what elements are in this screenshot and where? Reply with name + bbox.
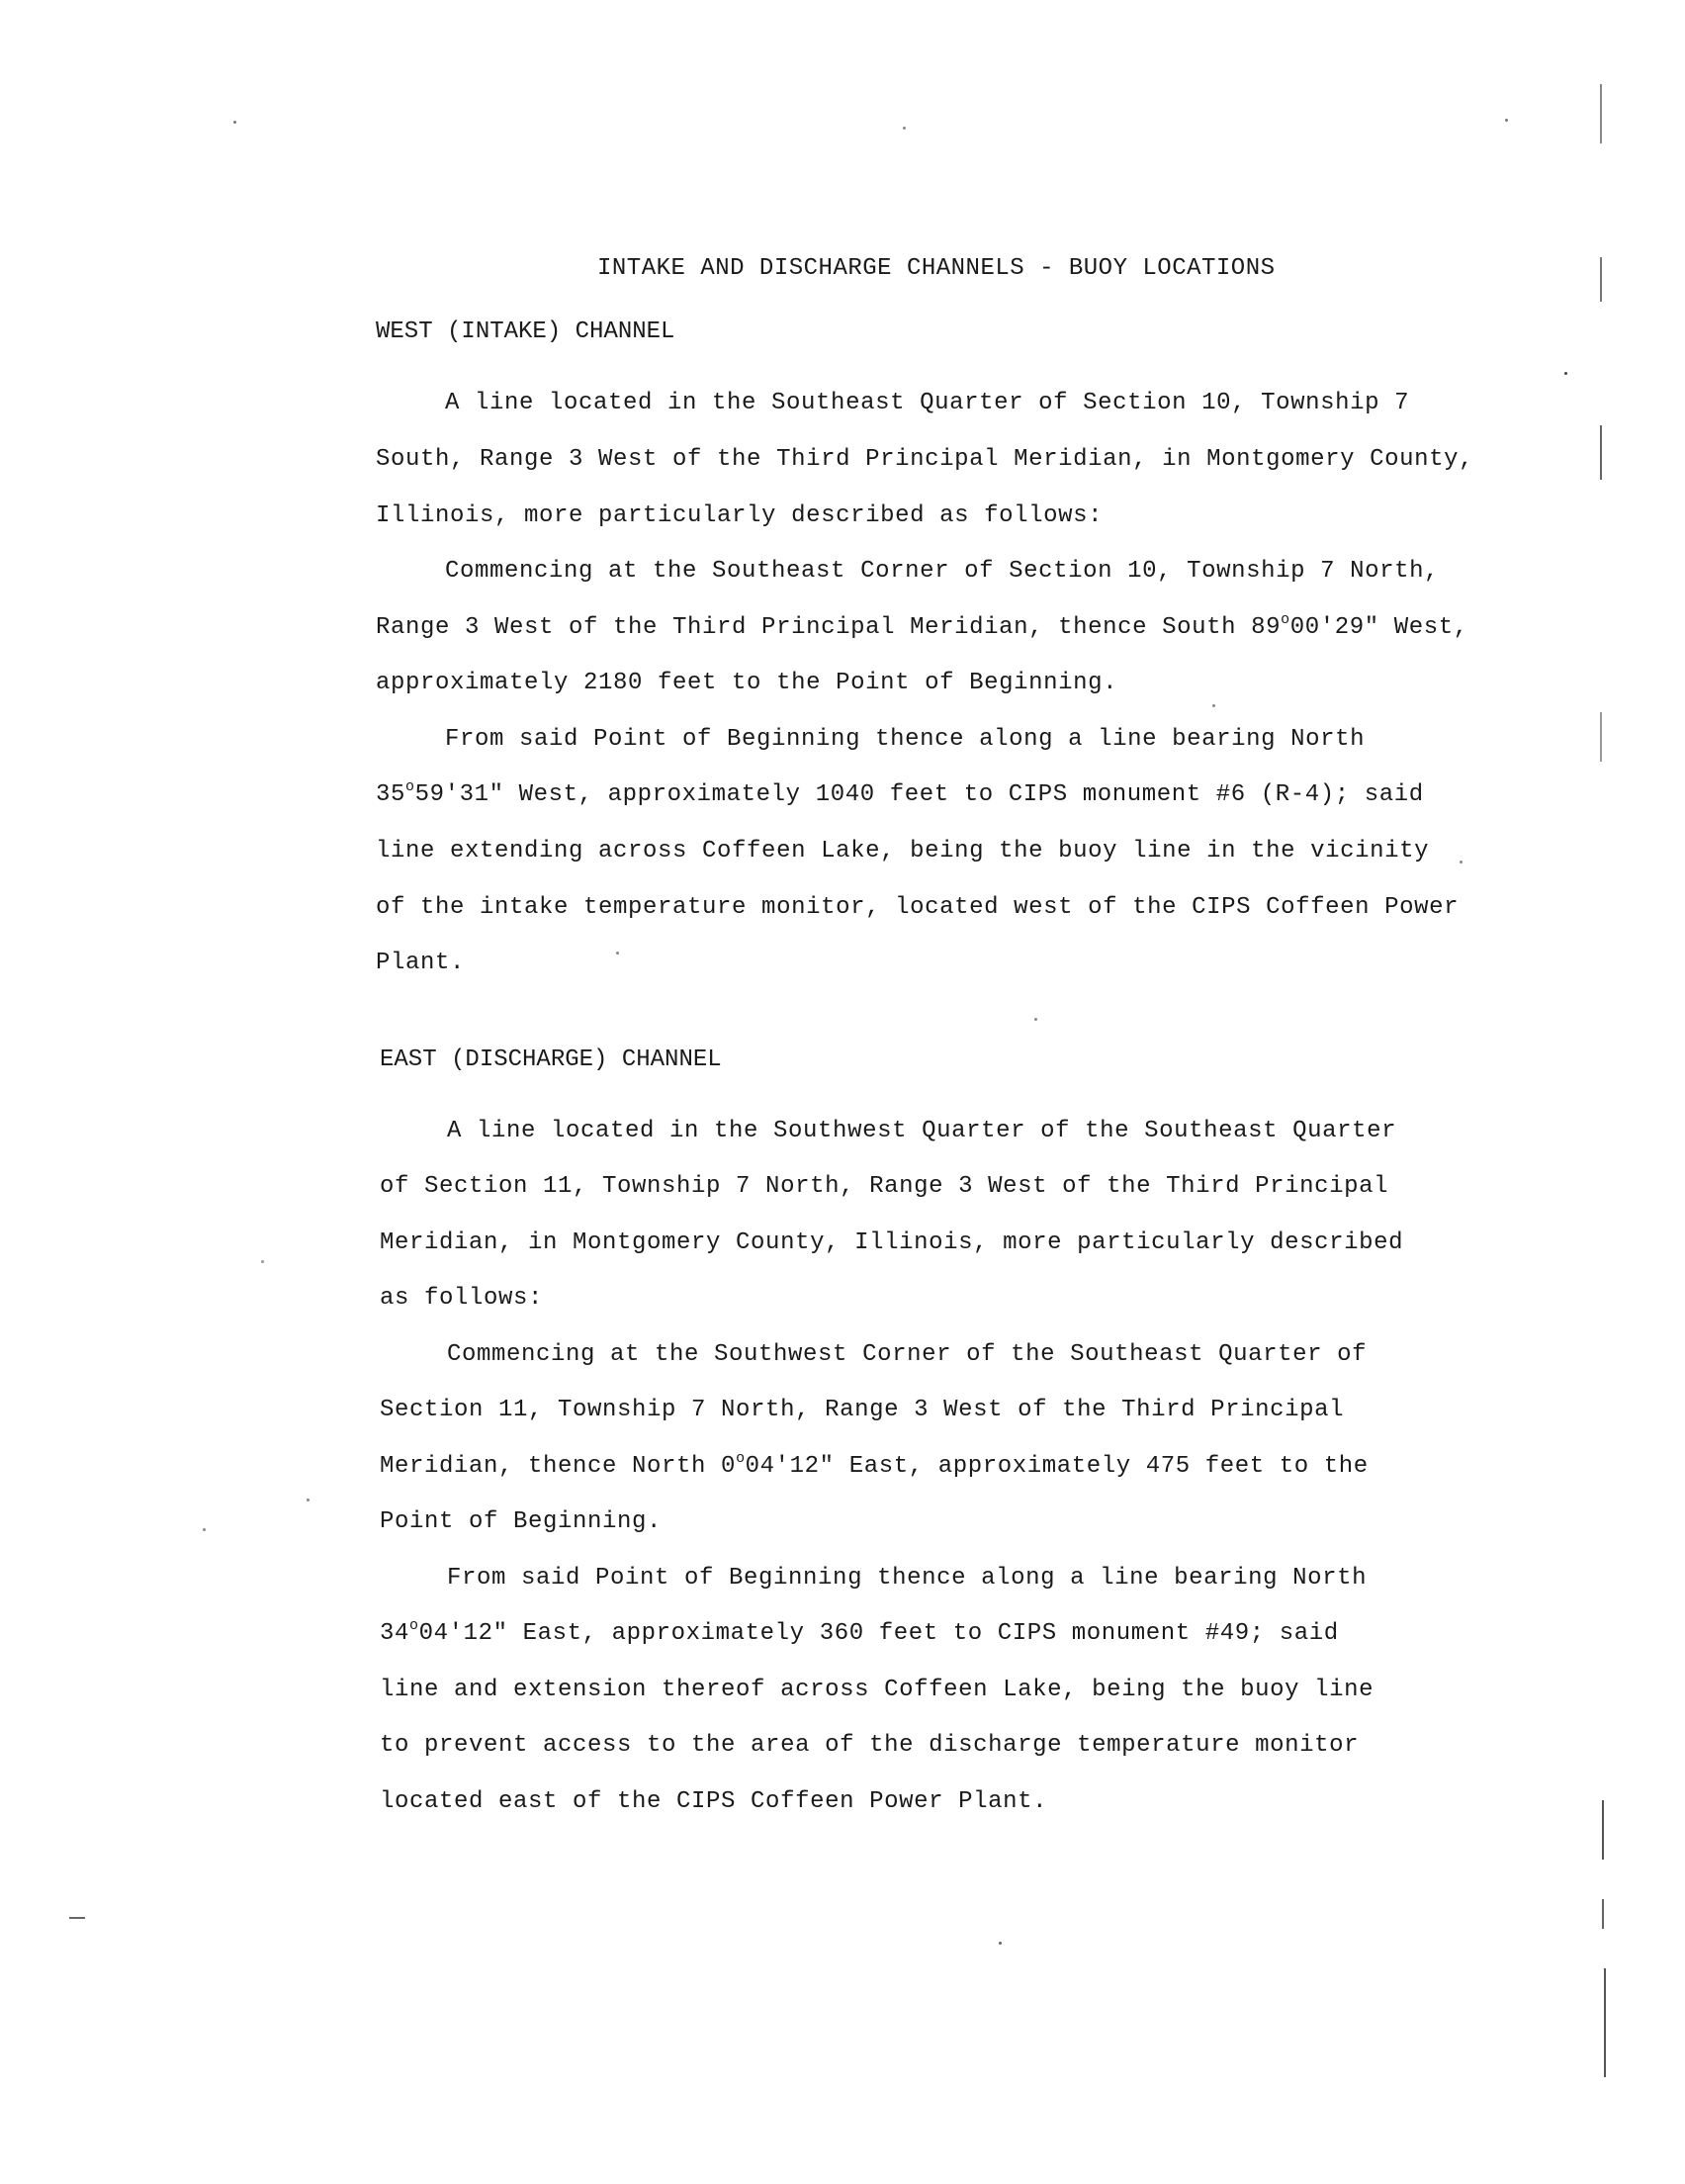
- west-p3-line-4: of the intake temperature monitor, located west of the CIPS Coffeen Power: [376, 894, 1460, 921]
- west-p3-line-3: line extending across Coffeen Lake, being the buoy line in the vicinity: [376, 838, 1430, 864]
- east-channel-heading: EAST (DISCHARGE) CHANNEL: [380, 1046, 722, 1073]
- scan-speck: [616, 952, 619, 955]
- scan-speck: [1460, 861, 1463, 864]
- east-p1-line-3: Meridian, in Montgomery County, Illinois, more particularly described: [380, 1229, 1404, 1256]
- east-p1-line-1: A line located in the Southwest Quarter of the Southeast Quarter: [447, 1118, 1397, 1144]
- scan-speck: [903, 127, 906, 130]
- scan-edge-mark: [1600, 257, 1602, 302]
- west-p1-line-3: Illinois, more particularly described as follows:: [376, 502, 1104, 529]
- east-p2-line-3: Meridian, thence North 0$^o$04'12" East, approximately 475 feet to the: [380, 1450, 1369, 1480]
- scan-speck: [1505, 119, 1508, 122]
- west-p2-line-1: Commencing at the Southeast Corner of Section 10, Township 7 North,: [445, 558, 1440, 585]
- east-p3-line-5: located east of the CIPS Coffeen Power Plant.: [380, 1788, 1048, 1815]
- scan-edge-mark: [1602, 1899, 1604, 1929]
- scan-edge-mark: [1602, 1800, 1604, 1860]
- scan-speck: [1212, 704, 1215, 707]
- east-p2-line-1: Commencing at the Southwest Corner of the Southeast Quarter of: [447, 1341, 1368, 1368]
- west-p2-line-2: Range 3 West of the Third Principal Meridian, thence South 89$^o$00'29" West,: [376, 611, 1468, 641]
- scan-edge-mark: [1600, 712, 1602, 762]
- scan-speck: [203, 1528, 206, 1531]
- scan-speck: [261, 1260, 264, 1263]
- scan-edge-mark: [1604, 1968, 1606, 2077]
- scan-speck: [999, 1942, 1002, 1945]
- document-title: INTAKE AND DISCHARGE CHANNELS - BUOY LOCATIONS: [597, 255, 1276, 282]
- west-p3-line-2: 35$^o$59'31" West, approximately 1040 feet to CIPS monument #6 (R-4); said: [376, 778, 1424, 808]
- scan-edge-mark: [1600, 425, 1602, 480]
- east-p1-line-2: of Section 11, Township 7 North, Range 3 West of the Third Principal: [380, 1173, 1389, 1200]
- west-p3-line-5: Plant.: [376, 950, 466, 976]
- east-p3-line-2: 34$^o$04'12" East, approximately 360 feet to CIPS monument #49; said: [380, 1617, 1339, 1647]
- east-p2-line-2: Section 11, Township 7 North, Range 3 West of the Third Principal: [380, 1397, 1345, 1423]
- scan-edge-mark: [1600, 84, 1602, 143]
- east-p1-line-4: as follows:: [380, 1285, 544, 1312]
- west-p2-line-3: approximately 2180 feet to the Point of Beginning.: [376, 670, 1118, 696]
- west-channel-heading: WEST (INTAKE) CHANNEL: [376, 318, 675, 345]
- east-p2-line-4: Point of Beginning.: [380, 1508, 663, 1535]
- east-p3-line-1: From said Point of Beginning thence along a line bearing North: [447, 1565, 1368, 1592]
- scan-speck: [1034, 1018, 1037, 1021]
- scan-speck: [233, 121, 236, 124]
- west-p3-line-1: From said Point of Beginning thence along a line bearing North: [445, 726, 1366, 753]
- scan-speck: [1564, 372, 1567, 375]
- scan-edge-mark: [69, 1917, 85, 1919]
- west-p1-line-1: A line located in the Southeast Quarter of Section 10, Township 7: [445, 390, 1410, 416]
- west-p1-line-2: South, Range 3 West of the Third Principal Meridian, in Montgomery County,: [376, 446, 1474, 473]
- scan-speck: [307, 1499, 310, 1502]
- east-p3-line-4: to prevent access to the area of the discharge temperature monitor: [380, 1732, 1360, 1759]
- east-p3-line-3: line and extension thereof across Coffeen Lake, being the buoy line: [380, 1677, 1375, 1703]
